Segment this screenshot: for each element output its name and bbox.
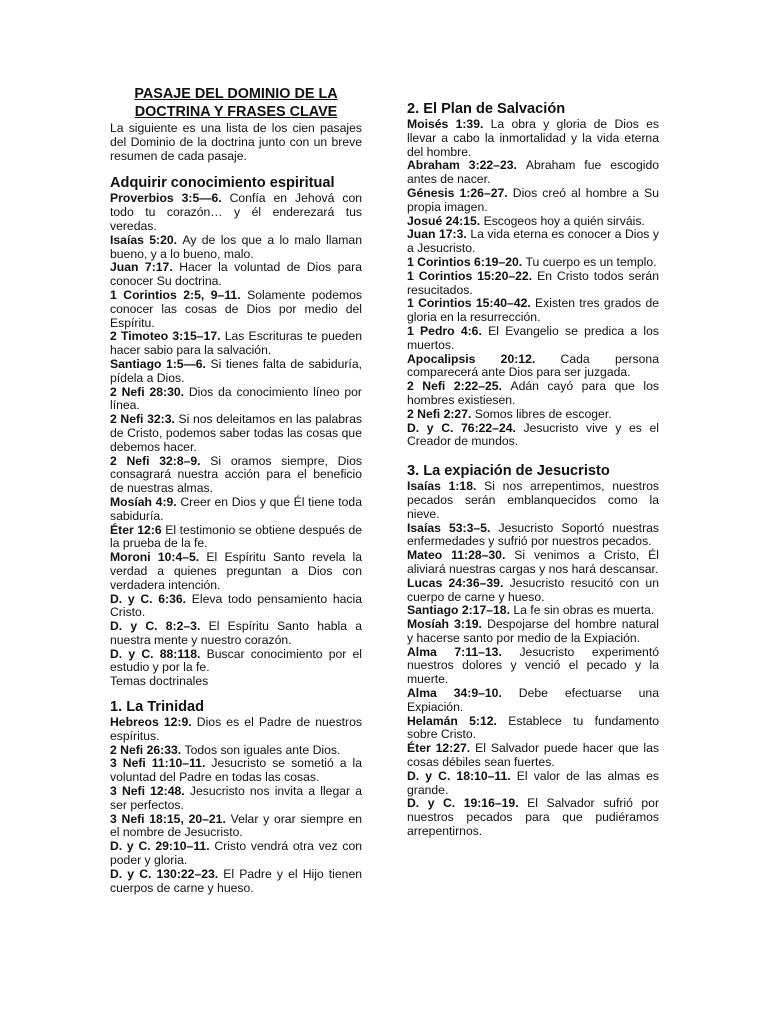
scripture-entry — [407, 422, 659, 450]
scripture-reference: Isaías 53:3–5. — [407, 520, 491, 535]
section-heading-plan: 2. El Plan de Salvación — [407, 101, 566, 117]
scripture-summary: Cada persona comparecerá ante Dios para ser juzgada. — [407, 351, 659, 380]
scripture-reference: Mosíah 4:9. — [110, 494, 177, 509]
scripture-entry — [407, 256, 659, 270]
scripture-entry — [407, 118, 659, 159]
scripture-entry — [110, 261, 362, 289]
scripture-summary: La obra y gloria de Dios es llevar a cabo la inmortalidad y la vida eterna del hombre. — [407, 117, 659, 159]
scripture-summary: El testimonio se obtiene después de la prueba de la fe. — [110, 522, 362, 551]
section-heading-trinidad: 1. La Trinidad — [110, 699, 205, 716]
scripture-entry — [110, 785, 362, 813]
scripture-reference: Helamán 5:12. — [407, 713, 497, 728]
scripture-entry — [110, 620, 362, 648]
scripture-summary: Si oramos siempre, Dios consagrará nuestra acción para el beneficio de nuestras almas. — [110, 453, 362, 496]
scripture-summary: Velar y orar siempre en el nombre de Jesucristo. — [110, 811, 363, 840]
scripture-reference: Génesis 1:26–27. — [407, 185, 508, 200]
scripture-summary: El valor de las almas es grande. — [407, 768, 660, 797]
scripture-summary: Jesucristo experimentó nuestros dolores y venció el pecado y la muerte. — [407, 644, 659, 687]
scripture-entry — [407, 618, 659, 646]
scripture-reference: Proverbios 3:5—6. — [110, 191, 222, 206]
scripture-summary: Jesucristo se sometió a la voluntad del Padre en todas las cosas. — [110, 756, 362, 785]
scripture-summary: Jesucristo nos invita a llegar a ser perfectos. — [110, 784, 362, 812]
scripture-reference: Éter 12:27. — [407, 741, 471, 756]
scripture-entry — [110, 386, 362, 414]
scripture-entry — [407, 549, 659, 577]
scripture-summary: El Salvador sufrió por nuestros pecados para que pudiéramos arrepentirnos. — [407, 796, 660, 839]
scripture-reference: Lucas 24:36–39. — [407, 575, 504, 590]
scripture-summary: La fe sin obras es muerta. — [513, 603, 655, 618]
document-title-line-2: DOCTRINA Y FRASES CLAVE — [134, 103, 338, 120]
scripture-reference: Éter 12:6 — [110, 522, 162, 537]
scripture-summary: Debe efectuarse una Expiación. — [407, 686, 659, 714]
scripture-summary: Jesucristo vive y es el Creador de mundos. — [407, 420, 659, 449]
scripture-reference: Isaías 5:20. — [110, 232, 178, 247]
scripture-reference: Santiago 2:17–18. — [407, 603, 510, 618]
scripture-reference: D. y C. 18:10–11. — [407, 768, 511, 783]
scripture-entry — [407, 159, 659, 187]
scripture-summary: Buscar conocimiento por el estudio y por la fe. — [110, 646, 363, 675]
scripture-entry — [110, 744, 362, 758]
scripture-entry — [407, 480, 659, 521]
scripture-entry — [110, 648, 362, 676]
scripture-reference: Isaías 1:18. — [407, 479, 477, 494]
scripture-entry — [110, 496, 362, 524]
scripture-summary: En Cristo todos serán resucitados. — [407, 268, 659, 297]
scripture-reference: Moisés 1:39. — [407, 117, 484, 131]
scripture-reference: 3 Nefi 18:15, 20–21. — [110, 811, 226, 826]
scripture-entry — [407, 646, 659, 687]
scripture-entry — [110, 413, 362, 454]
scripture-entry — [407, 353, 659, 381]
scripture-summary: Creer en Dios y que Él tiene toda sabiduría. — [110, 494, 362, 523]
scripture-summary: Jesucristo resucitó con un cuerpo de carne y hueso. — [407, 575, 659, 604]
scripture-reference: D. y C. 130:22–23. — [110, 866, 219, 881]
scripture-entry — [407, 187, 659, 215]
scripture-summary: El Espíritu Santo revela la verdad a quienes preguntan a Dios con verdadera intención. — [110, 550, 363, 592]
scripture-entry — [407, 522, 659, 550]
entry-list-expiacion — [407, 480, 659, 839]
scripture-entry — [110, 593, 362, 621]
scripture-summary: Hacer la voluntad de Dios para conocer Su doctrina. — [110, 260, 362, 289]
scripture-summary: Eleva todo pensamiento hacia Cristo. — [110, 591, 362, 620]
scripture-entry — [407, 687, 659, 715]
scripture-reference: 3 Nefi 12:48. — [110, 784, 185, 799]
scripture-summary: Solamente podemos conocer las cosas de Dios por medio del Espíritu. — [110, 287, 362, 330]
scripture-entry — [407, 228, 659, 256]
scripture-reference: Juan 17:3. — [407, 227, 467, 242]
scripture-reference: Mateo 11:28–30. — [407, 548, 506, 563]
scripture-summary: Abraham fue escogido antes de nacer. — [407, 158, 660, 187]
scripture-summary: Despojarse del hombre natural y hacerse santo por medio de la Expiación. — [407, 617, 660, 645]
scripture-summary: Dios creó al hombre a Su propia imagen. — [407, 185, 659, 214]
scripture-summary: Establece tu fundamento sobre Cristo. — [407, 713, 659, 742]
scripture-entry — [110, 358, 362, 386]
scripture-summary: Existen tres grados de gloria en la resurrección. — [407, 296, 659, 325]
scripture-reference: 1 Corintios 15:40–42. — [407, 296, 531, 311]
scripture-reference: 2 Nefi 2:22–25. — [407, 379, 502, 394]
scripture-entry — [110, 813, 362, 841]
scripture-reference: Apocalipsis 20:12. — [407, 351, 536, 366]
scripture-entry — [407, 270, 659, 298]
document-title-line-1: PASAJE DEL DOMINIO DE LA — [134, 86, 338, 102]
scripture-reference: Josué 24:15. — [407, 213, 481, 228]
scripture-entry — [407, 604, 659, 618]
scripture-reference: 1 Corintios 2:5, 9–11. — [110, 287, 241, 302]
scripture-summary: Confía en Jehová con todo tu corazón… y él enderezará tus veredas. — [110, 191, 362, 233]
entry-list-plan — [407, 118, 659, 449]
scripture-entry — [110, 840, 362, 868]
scripture-entry — [110, 234, 362, 262]
scripture-reference: D. y C. 8:2–3. — [110, 619, 201, 634]
scripture-entry — [407, 297, 659, 325]
scripture-entry — [407, 742, 659, 770]
scripture-entry — [110, 868, 362, 896]
entry-list-conocimiento — [110, 192, 362, 675]
scripture-entry — [110, 330, 362, 358]
scripture-summary: Todos son iguales ante Dios. — [184, 742, 341, 757]
scripture-summary: Jesucristo Soportó nuestras enfermedades y sufrió por nuestros pecados. — [407, 520, 659, 549]
scripture-entry — [407, 715, 659, 743]
scripture-reference: Hebreos 12:9. — [110, 715, 192, 730]
scripture-entry — [407, 577, 659, 605]
scripture-summary: El Salvador puede hacer que las cosas débiles sean fuertes. — [407, 741, 660, 770]
scripture-summary: Si nos deleitamos en las palabras de Cristo, podemos saber todas las cosas que debemos hacer. — [110, 412, 362, 454]
scripture-reference: 2 Nefi 26:33. — [110, 742, 182, 757]
scripture-entry — [407, 770, 659, 798]
scripture-reference: 2 Nefi 2:27. — [407, 406, 472, 421]
temas-doctrinales-label: Temas doctrinales — [110, 674, 209, 689]
scripture-reference: D. y C. 88:118. — [110, 646, 201, 661]
scripture-reference: D. y C. 19:16–19. — [407, 796, 519, 811]
scripture-reference: 1 Pedro 4:6. — [407, 323, 482, 338]
scripture-summary: Si venimos a Cristo, Él aliviará nuestras cargas y nos hará descansar. — [407, 548, 659, 576]
scripture-reference: 2 Nefi 32:8–9. — [110, 453, 201, 468]
intro-paragraph: La siguiente es una lista de los cien pasajes del Dominio de la doctrina junto con un breve resumen de cada pasaje. — [110, 121, 362, 163]
section-heading-conocimiento: Adquirir conocimiento espiritual — [110, 175, 335, 192]
scripture-summary: Si tienes falta de sabiduría, pídela a Dios. — [110, 356, 362, 385]
scripture-reference: Abraham 3:22–23. — [407, 158, 517, 173]
scripture-summary: Dios da conocimiento líneo por línea. — [110, 384, 362, 413]
scripture-entry — [110, 289, 362, 330]
scripture-entry — [407, 380, 659, 408]
scripture-summary: El Espíritu Santo habla a nuestra mente y nuestro corazón. — [110, 619, 362, 647]
scripture-reference: Alma 7:11–13. — [407, 644, 502, 659]
left-column — [110, 86, 362, 895]
scripture-summary: La vida eterna es conocer a Dios y a Jesucristo. — [407, 227, 659, 256]
section-heading-expiacion: 3. La expiación de Jesucristo — [407, 463, 610, 480]
scripture-reference: Alma 34:9–10. — [407, 686, 502, 701]
scripture-entry — [110, 757, 362, 785]
scripture-reference: 2 Nefi 28:30. — [110, 384, 185, 399]
scripture-reference: Moroni 10:4–5. — [110, 550, 200, 565]
entry-list-trinidad — [110, 716, 362, 895]
scripture-summary: El Evangelio se predica a los muertos. — [407, 323, 660, 352]
scripture-reference: Mosíah 3:19. — [407, 617, 482, 632]
scripture-reference: 2 Timoteo 3:15–17. — [110, 329, 221, 344]
scripture-summary: Si nos arrepentimos, nuestros pecados serán emblanquecidos como la nieve. — [407, 479, 659, 521]
scripture-reference: D. y C. 29:10–11. — [110, 839, 210, 854]
scripture-summary: Dios es el Padre de nuestros espíritus. — [110, 715, 362, 743]
scripture-summary: Cristo vendrá otra vez con poder y gloria. — [110, 839, 363, 868]
scripture-reference: Santiago 1:5—6. — [110, 356, 206, 371]
right-column — [407, 101, 659, 839]
scripture-summary: Escogeos hoy a quién sirváis. — [483, 213, 645, 228]
scripture-reference: 3 Nefi 11:10–11. — [110, 756, 206, 771]
scripture-entry — [110, 455, 362, 496]
scripture-summary: Las Escrituras te pueden hacer sabio para la salvación. — [110, 329, 362, 358]
scripture-entry — [110, 524, 362, 552]
scripture-entry — [407, 215, 659, 229]
scripture-reference: 1 Corintios 15:20–22. — [407, 268, 533, 283]
scripture-entry — [110, 551, 362, 592]
scripture-entry — [407, 797, 659, 838]
scripture-entry — [407, 408, 659, 422]
scripture-entry — [110, 192, 362, 233]
scripture-reference: D. y C. 6:36. — [110, 591, 187, 606]
scripture-reference: D. y C. 76:22–24. — [407, 420, 516, 435]
scripture-entry — [110, 716, 362, 744]
scripture-reference: 2 Nefi 32:3. — [110, 412, 175, 427]
document-title — [110, 86, 362, 121]
scripture-entry — [407, 325, 659, 353]
scripture-summary: Tu cuerpo es un templo. — [525, 254, 657, 269]
scripture-summary: Somos libres de escoger. — [474, 406, 612, 421]
scripture-summary: El Padre y el Hijo tienen cuerpos de carne y hueso. — [110, 866, 363, 895]
scripture-reference: Juan 7:17. — [110, 260, 173, 275]
scripture-reference: 1 Corintios 6:19–20. — [407, 254, 523, 269]
scripture-summary: Ay de los que a lo malo llaman bueno, y a lo bueno, malo. — [110, 232, 362, 261]
scripture-summary: Adán cayó para que los hombres existiesen. — [407, 379, 659, 407]
